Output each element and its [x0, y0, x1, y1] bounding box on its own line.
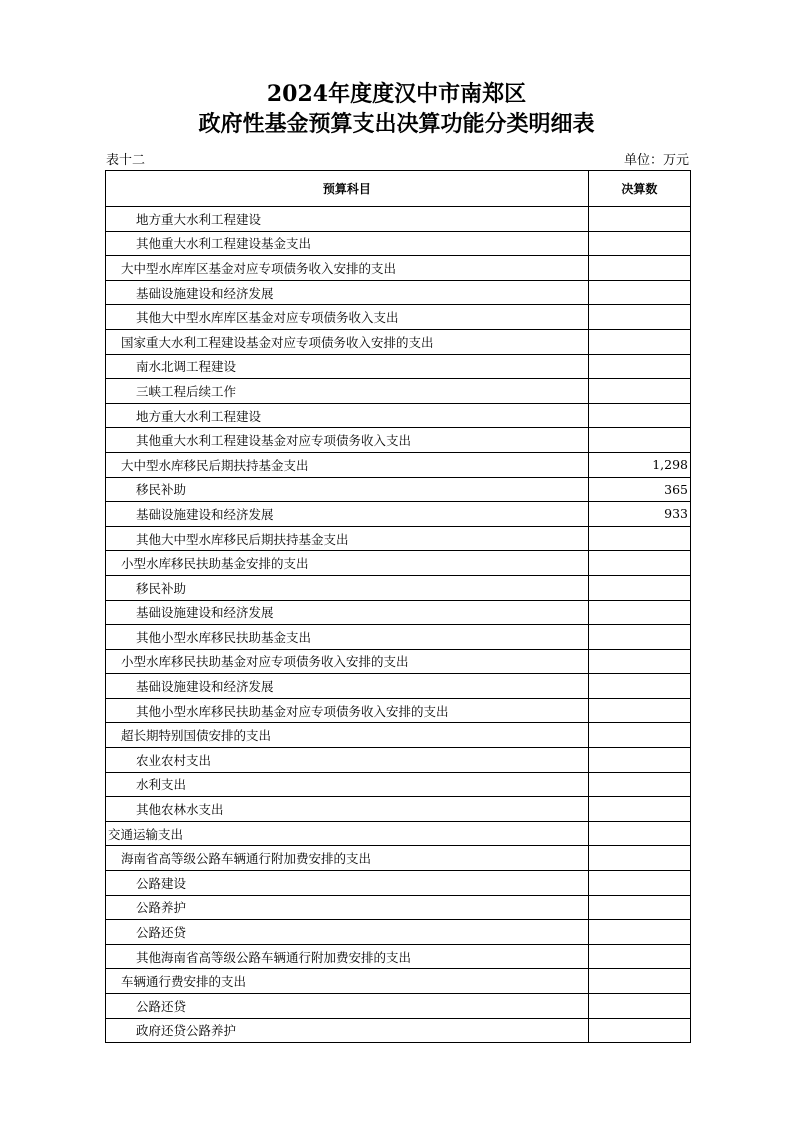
- row-subject: 其他农林水支出: [106, 797, 589, 822]
- table-row: [106, 1018, 691, 1043]
- table-row: [106, 256, 691, 281]
- row-subject: 公路建设: [106, 871, 589, 896]
- unit-label: 单位：万元: [623, 153, 689, 168]
- column-header-subject: 预算科目: [106, 171, 589, 207]
- table-row: [106, 354, 691, 379]
- table-row: [106, 329, 691, 354]
- row-amount: [588, 871, 690, 896]
- row-subject: 小型水库移民扶助基金对应专项债务收入安排的支出: [106, 649, 589, 674]
- table-body: [106, 207, 691, 1043]
- table-row: [106, 625, 691, 650]
- row-subject: 基础设施建设和经济发展: [106, 502, 589, 527]
- row-subject: 大中型水库移民后期扶持基金支出: [106, 452, 589, 477]
- row-amount: [588, 305, 690, 330]
- row-amount: [588, 698, 690, 723]
- row-subject: 国家重大水利工程建设基金对应专项债务收入安排的支出: [106, 329, 589, 354]
- table-header-row: [106, 171, 691, 207]
- table-row: [106, 698, 691, 723]
- row-amount: 365: [588, 477, 690, 502]
- table-row: [106, 895, 691, 920]
- page-title-line1: 2024年度度汉中市南郑区: [266, 81, 527, 107]
- table-number: 表十二: [106, 153, 146, 168]
- table-row: [106, 821, 691, 846]
- table-row: [106, 502, 691, 527]
- row-subject: 其他重大水利工程建设基金对应专项债务收入支出: [106, 428, 589, 453]
- row-subject: 车辆通行费安排的支出: [106, 969, 589, 994]
- row-subject: 移民补助: [106, 477, 589, 502]
- row-subject: 基础设施建设和经济发展: [106, 600, 589, 625]
- table-row: [106, 207, 691, 232]
- row-subject: 公路还贷: [106, 920, 589, 945]
- row-subject: 海南省高等级公路车辆通行附加费安排的支出: [106, 846, 589, 871]
- row-subject: 地方重大水利工程建设: [106, 207, 589, 232]
- row-subject: 基础设施建设和经济发展: [106, 280, 589, 305]
- row-subject: 农业农村支出: [106, 748, 589, 773]
- row-subject: 水利支出: [106, 772, 589, 797]
- row-subject: 小型水库移民扶助基金安排的支出: [106, 551, 589, 576]
- row-amount: [588, 551, 690, 576]
- row-amount: [588, 748, 690, 773]
- row-subject: 其他海南省高等级公路车辆通行附加费安排的支出: [106, 944, 589, 969]
- table-row: [106, 944, 691, 969]
- row-amount: [588, 821, 690, 846]
- row-amount: [588, 231, 690, 256]
- row-amount: [588, 354, 690, 379]
- table-row: [106, 379, 691, 404]
- table-row: [106, 280, 691, 305]
- page-title-line2: 政府性基金预算支出决算功能分类明细表: [198, 111, 595, 137]
- table-row: [106, 797, 691, 822]
- row-amount: [588, 575, 690, 600]
- table-row: [106, 772, 691, 797]
- row-amount: [588, 846, 690, 871]
- table-row: [106, 649, 691, 674]
- table-row: [106, 551, 691, 576]
- table-row: [106, 428, 691, 453]
- row-amount: [588, 797, 690, 822]
- row-amount: [588, 723, 690, 748]
- row-subject: 移民补助: [106, 575, 589, 600]
- row-amount: [588, 600, 690, 625]
- table-row: [106, 871, 691, 896]
- table-row: [106, 846, 691, 871]
- row-subject: 其他大中型水库移民后期扶持基金支出: [106, 526, 589, 551]
- table-row: [106, 231, 691, 256]
- row-subject: 其他大中型水库库区基金对应专项债务收入支出: [106, 305, 589, 330]
- row-amount: [588, 994, 690, 1019]
- row-subject: 超长期特别国债安排的支出: [106, 723, 589, 748]
- row-amount: [588, 969, 690, 994]
- table-row: [106, 600, 691, 625]
- row-amount: [588, 207, 690, 232]
- row-subject: 交通运输支出: [106, 821, 589, 846]
- row-amount: [588, 772, 690, 797]
- row-amount: [588, 280, 690, 305]
- table-row: [106, 748, 691, 773]
- row-amount: [588, 895, 690, 920]
- row-amount: [588, 379, 690, 404]
- table-row: [106, 723, 691, 748]
- table-row: [106, 403, 691, 428]
- table-row: [106, 674, 691, 699]
- row-subject: 基础设施建设和经济发展: [106, 674, 589, 699]
- row-amount: [588, 428, 690, 453]
- row-subject: 大中型水库库区基金对应专项债务收入安排的支出: [106, 256, 589, 281]
- row-subject: 公路养护: [106, 895, 589, 920]
- row-amount: [588, 526, 690, 551]
- row-amount: [588, 625, 690, 650]
- column-header-amount: 决算数: [588, 171, 690, 207]
- table-row: [106, 452, 691, 477]
- table-row: [106, 920, 691, 945]
- row-amount: [588, 403, 690, 428]
- table-row: [106, 477, 691, 502]
- row-amount: [588, 329, 690, 354]
- row-amount: 1,298: [588, 452, 690, 477]
- row-subject: 政府还贷公路养护: [106, 1018, 589, 1043]
- row-amount: [588, 674, 690, 699]
- row-amount: [588, 649, 690, 674]
- table-row: [106, 969, 691, 994]
- row-subject: 地方重大水利工程建设: [106, 403, 589, 428]
- row-amount: [588, 1018, 690, 1043]
- row-amount: [588, 944, 690, 969]
- table-row: [106, 305, 691, 330]
- row-subject: 南水北调工程建设: [106, 354, 589, 379]
- row-subject: 三峡工程后续工作: [106, 379, 589, 404]
- row-subject: 其他重大水利工程建设基金支出: [106, 231, 589, 256]
- budget-table: [105, 170, 691, 1043]
- row-subject: 公路还贷: [106, 994, 589, 1019]
- table-row: [106, 526, 691, 551]
- row-subject: 其他小型水库移民扶助基金支出: [106, 625, 589, 650]
- row-subject: 其他小型水库移民扶助基金对应专项债务收入安排的支出: [106, 698, 589, 723]
- row-amount: [588, 920, 690, 945]
- table-row: [106, 575, 691, 600]
- table-row: [106, 994, 691, 1019]
- row-amount: [588, 256, 690, 281]
- row-amount: 933: [588, 502, 690, 527]
